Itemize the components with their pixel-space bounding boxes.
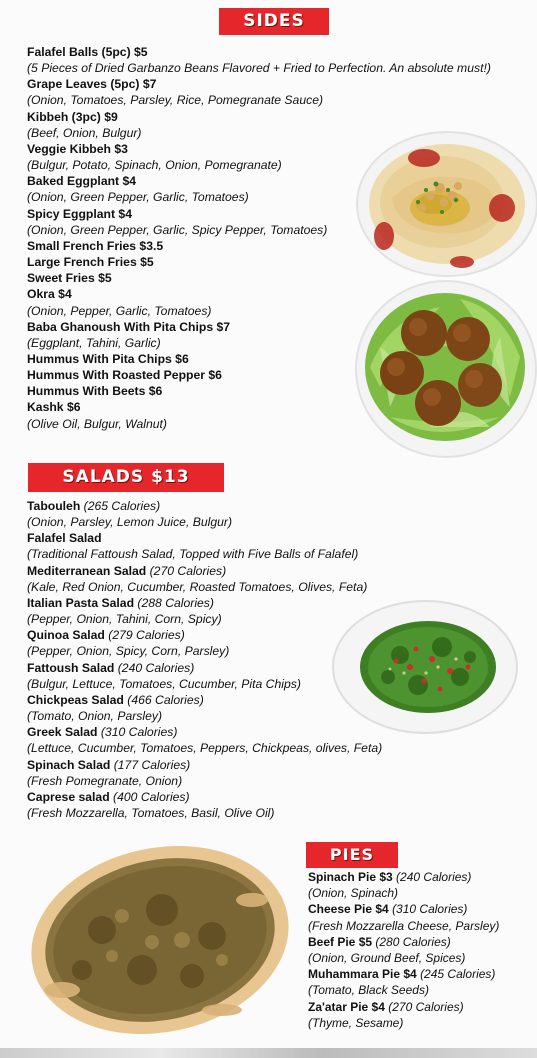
item-name: Spicy Eggplant $4 bbox=[27, 206, 132, 221]
item-description: (Pepper, Onion, Tahini, Corn, Spicy) bbox=[27, 612, 222, 627]
item-name: Baba Ghanoush With Pita Chips $7 bbox=[27, 319, 231, 334]
item-description: (Traditional Fattoush Salad, Topped with Five Balls of Falafel) bbox=[27, 547, 359, 562]
item-calories: (265 Calories) bbox=[83, 499, 161, 513]
item-calories: (310 Calories) bbox=[100, 725, 178, 740]
item-description: (Pepper, Onion, Spicy, Corn, Parsley) bbox=[27, 644, 230, 659]
item-calories: (240 Calories) bbox=[117, 660, 195, 675]
item-description: (Tomato, Black Seeds) bbox=[308, 983, 429, 998]
salads-menu-item bbox=[27, 530, 417, 562]
item-description: (Fresh Mozzarella, Tomatoes, Basil, Olive Oil) bbox=[27, 805, 275, 820]
item-name: Falafel Salad bbox=[27, 531, 102, 546]
salads-menu-item bbox=[27, 757, 417, 789]
item-description: (Bulgur, Potato, Spinach, Onion, Pomegranate) bbox=[27, 158, 282, 173]
item-description: (Lettuce, Cucumber, Tomatoes, Peppers, Chickpeas, olives, Feta) bbox=[27, 741, 383, 756]
item-description: (Eggplant, Tahini, Garlic) bbox=[27, 335, 161, 350]
item-name: Za'atar Pie $4 bbox=[308, 999, 385, 1014]
item-description: (Onion, Parsley, Lemon Juice, Bulgur) bbox=[27, 515, 233, 530]
pies-heading: PIES bbox=[306, 842, 398, 868]
item-description: (Fresh Pomegranate, Onion) bbox=[27, 773, 183, 788]
item-name: Italian Pasta Salad bbox=[27, 595, 135, 610]
salads-menu-item bbox=[27, 789, 417, 821]
pies-menu-item bbox=[308, 934, 533, 966]
item-name: Tabouleh bbox=[27, 499, 81, 513]
pies-menu-item bbox=[308, 999, 533, 1031]
salads-menu-item bbox=[27, 563, 417, 595]
item-name: Caprese salad bbox=[27, 789, 110, 804]
item-description: (Onion, Spinach) bbox=[308, 886, 399, 901]
pies-menu-item bbox=[308, 966, 533, 998]
item-name: Spinach Salad bbox=[27, 757, 111, 772]
item-name: Beef Pie $5 bbox=[308, 934, 373, 949]
item-name: Grape Leaves (5pc) $7 bbox=[27, 77, 157, 92]
item-description: (Onion, Pepper, Garlic, Tomatoes) bbox=[27, 303, 212, 318]
item-name: Hummus With Beets $6 bbox=[27, 384, 163, 399]
item-calories: (245 Calories) bbox=[420, 967, 496, 982]
item-description: (Bulgur, Lettuce, Tomatoes, Cucumber, Pita Chips) bbox=[27, 676, 301, 691]
bottom-edge-strip bbox=[0, 1048, 537, 1058]
item-calories: (240 Calories) bbox=[396, 870, 472, 884]
item-description: (Tomato, Onion, Parsley) bbox=[27, 709, 163, 724]
item-calories: (400 Calories) bbox=[113, 789, 190, 804]
item-description: (Onion, Tomatoes, Parsley, Rice, Pomegranate Sauce) bbox=[27, 93, 324, 108]
item-description: (Fresh Mozzarella Cheese, Parsley) bbox=[308, 918, 500, 933]
sides-heading: SIDES bbox=[219, 8, 329, 35]
item-name: Greek Salad bbox=[27, 725, 98, 740]
item-name: Hummus With Pita Chips $6 bbox=[27, 351, 189, 366]
item-description: (5 Pieces of Dried Garbanzo Beans Flavored + Fried to Perfection. An absolute must!) bbox=[27, 61, 491, 76]
item-description: (Thyme, Sesame) bbox=[308, 1015, 404, 1030]
item-description: (Onion, Ground Beef, Spices) bbox=[308, 951, 466, 966]
item-description: (Onion, Green Pepper, Garlic, Tomatoes) bbox=[27, 190, 249, 205]
item-description: (Kale, Red Onion, Cucumber, Roasted Tomatoes, Olives, Feta) bbox=[27, 579, 368, 594]
hummus-plate-image bbox=[352, 128, 537, 288]
item-name: Falafel Balls (5pc) $5 bbox=[27, 45, 148, 59]
item-name: Okra $4 bbox=[27, 287, 72, 302]
item-name: Baked Eggplant $4 bbox=[27, 174, 137, 189]
item-calories: (466 Calories) bbox=[127, 692, 204, 707]
item-name: Spinach Pie $3 bbox=[308, 870, 393, 884]
falafel-plate-image bbox=[350, 277, 537, 460]
item-name: Kibbeh (3pc) $9 bbox=[27, 109, 118, 124]
salads-heading: SALADS $13 bbox=[28, 463, 224, 492]
item-description: (Onion, Green Pepper, Garlic, Spicy Pepper, Tomatoes) bbox=[27, 222, 328, 237]
sides-menu-item bbox=[27, 76, 532, 108]
zaatar-pie-image bbox=[22, 840, 294, 1040]
salads-menu-item bbox=[27, 498, 417, 530]
item-calories: (310 Calories) bbox=[392, 902, 468, 917]
item-name: Chickpeas Salad bbox=[27, 692, 124, 707]
sides-menu-item bbox=[27, 44, 532, 76]
item-calories: (279 Calories) bbox=[108, 628, 185, 643]
pies-menu-item bbox=[308, 901, 533, 933]
item-calories: (177 Calories) bbox=[113, 757, 191, 772]
item-description: (Beef, Onion, Bulgur) bbox=[27, 125, 142, 140]
pies-menu-item bbox=[308, 869, 533, 901]
tabouleh-bowl-image bbox=[330, 597, 520, 737]
item-name: Sweet Fries $5 bbox=[27, 271, 112, 286]
item-name: Kashk $6 bbox=[27, 400, 81, 415]
item-name: Large French Fries $5 bbox=[27, 255, 154, 270]
item-name: Hummus With Roasted Pepper $6 bbox=[27, 368, 222, 383]
item-description: (Olive Oil, Bulgur, Walnut) bbox=[27, 416, 167, 431]
item-name: Mediterranean Salad bbox=[27, 563, 147, 578]
item-calories: (270 Calories) bbox=[149, 563, 227, 578]
item-name: Small French Fries $3.5 bbox=[27, 238, 164, 253]
item-name: Cheese Pie $4 bbox=[308, 902, 389, 917]
item-calories: (270 Calories) bbox=[388, 999, 464, 1014]
item-name: Muhammara Pie $4 bbox=[308, 967, 417, 982]
item-calories: (280 Calories) bbox=[375, 934, 451, 949]
item-name: Veggie Kibbeh $3 bbox=[27, 141, 128, 156]
pies-list bbox=[308, 869, 533, 1031]
item-name: Fattoush Salad bbox=[27, 660, 115, 675]
item-calories: (288 Calories) bbox=[137, 595, 214, 610]
item-name: Quinoa Salad bbox=[27, 628, 105, 643]
